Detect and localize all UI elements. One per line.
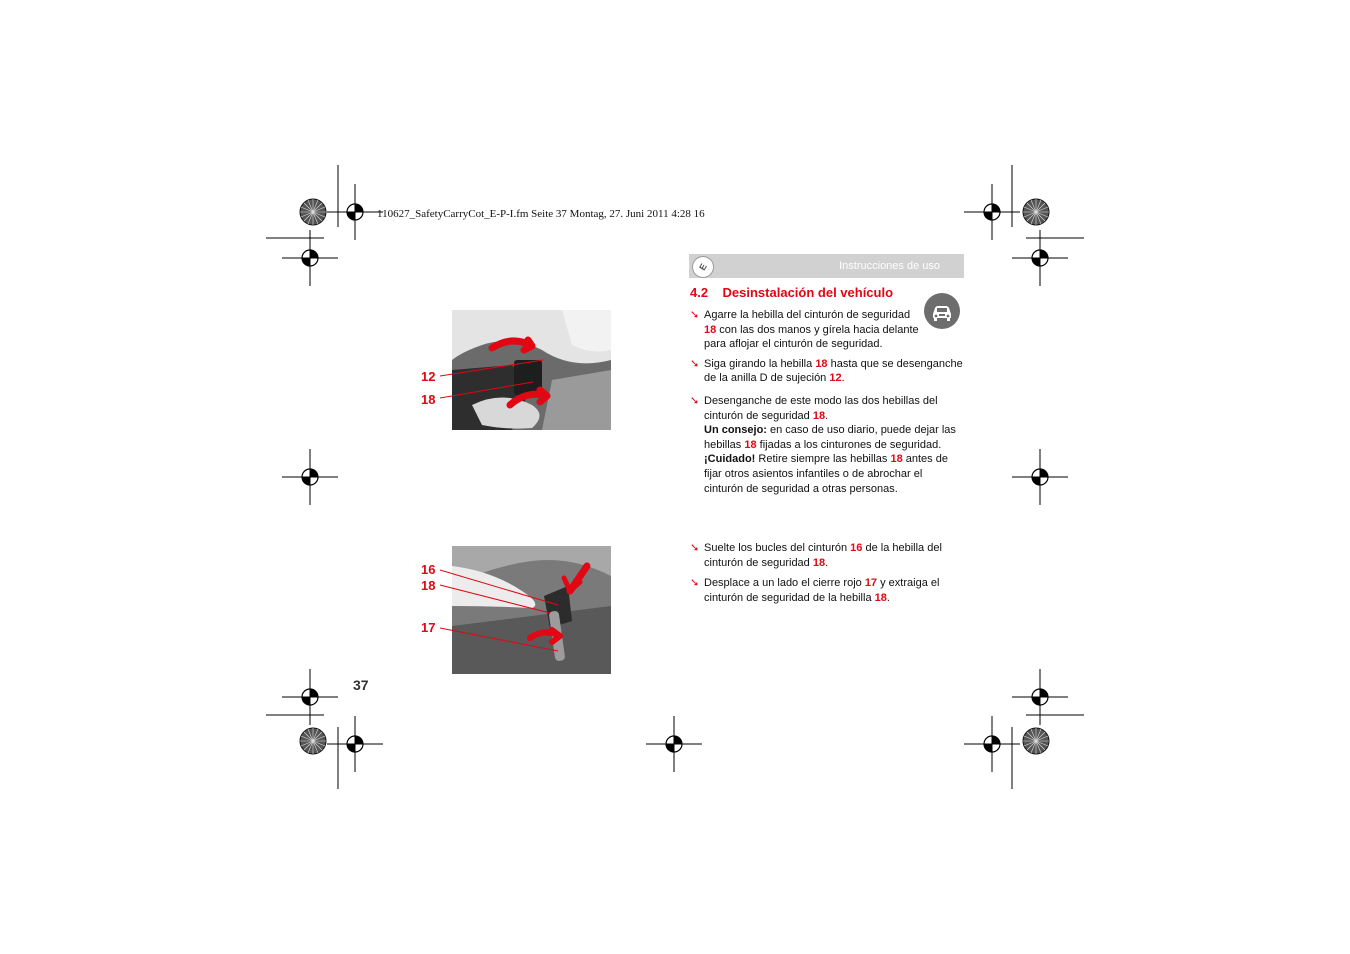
tip-text-cont: fijadas a los cinturones de seguridad. xyxy=(756,438,942,451)
section-number: 4.2 xyxy=(690,285,709,300)
step-5-text: Desplace a un lado el cierre rojo xyxy=(704,577,865,590)
step-1 xyxy=(689,308,919,352)
arrow-icon: ➘ xyxy=(690,394,700,407)
step-5-text-end: . xyxy=(886,591,890,604)
step-2-text-cont: hasta que se desenganche de la anilla D de sujeción xyxy=(704,357,963,385)
ref-number: 12 xyxy=(829,372,842,385)
arrow-icon: ➘ xyxy=(690,542,700,554)
step-4-text: Suelte los bucles del cinturón xyxy=(704,542,851,554)
callout-label: 12 xyxy=(421,369,436,384)
steps-group-2 xyxy=(689,541,964,610)
callout-label: 18 xyxy=(421,578,436,593)
step-3 xyxy=(689,394,964,496)
ref-number: 18 xyxy=(812,409,826,422)
callout-label: 18 xyxy=(421,392,436,407)
step-2-text: Siga girando la hebilla xyxy=(704,357,816,370)
step-5 xyxy=(689,576,964,605)
ref-number: 18 xyxy=(890,453,903,466)
callout-label: 17 xyxy=(421,620,436,635)
step-4-text-end: . xyxy=(825,556,829,569)
callout-label: 16 xyxy=(421,562,436,577)
page-number: 37 xyxy=(353,677,369,693)
ref-number: 16 xyxy=(850,542,863,554)
language-badge: E xyxy=(688,252,718,282)
ref-number: 18 xyxy=(874,591,887,604)
ref-number: 18 xyxy=(744,438,757,451)
section-title-text: Desinstalación del vehículo xyxy=(722,285,894,300)
step-1-text: Agarre la hebilla del cinturón de seguridad xyxy=(704,309,911,321)
step-4 xyxy=(689,541,964,570)
section-header-label: Instrucciones de uso xyxy=(839,260,940,272)
warning-text-cont: antes de fijar otros asientos infantiles o de abrochar el cinturón de seguridad a otras personas. xyxy=(704,453,948,495)
step-3-text-end: . xyxy=(825,409,829,422)
step-2 xyxy=(689,357,964,386)
ref-number: 17 xyxy=(864,577,878,590)
arrow-icon: ➘ xyxy=(690,309,700,321)
figure-2-callout-lines xyxy=(438,565,578,655)
ref-number: 18 xyxy=(815,357,828,370)
ref-number: 18 xyxy=(704,323,717,336)
section-title xyxy=(690,285,893,300)
step-1-text-cont: con las dos manos y gírela hacia delante para aflojar el cinturón de seguridad. xyxy=(704,323,919,351)
warning-label: ¡Cuidado! xyxy=(704,453,756,466)
step-3-text: Desenganche de este modo las dos hebillas del cinturón de seguridad xyxy=(704,394,938,422)
warning-text: Retire siempre las hebillas xyxy=(755,453,891,466)
steps-group-1 xyxy=(689,308,964,501)
ref-number: 18 xyxy=(812,556,826,569)
step-5-text-cont: y extraiga el cinturón de seguridad de la hebilla xyxy=(704,577,940,604)
section-header-bar xyxy=(689,254,964,278)
tip-label: Un consejo: xyxy=(704,424,767,437)
step-2-text-end: . xyxy=(841,372,845,385)
step-4-text-cont: de la hebilla del cinturón de seguridad xyxy=(704,542,942,569)
print-header: 110627_SafetyCarryCot_E-P-I.fm Seite 37 Montag, 27. Juni 2011 4:28 16 xyxy=(377,208,705,220)
arrow-icon: ➘ xyxy=(690,357,700,370)
tip-text: en caso de uso diario, puede dejar las hebillas xyxy=(704,424,956,451)
arrow-icon: ➘ xyxy=(690,577,700,590)
figure-1-callout-lines xyxy=(438,355,558,405)
